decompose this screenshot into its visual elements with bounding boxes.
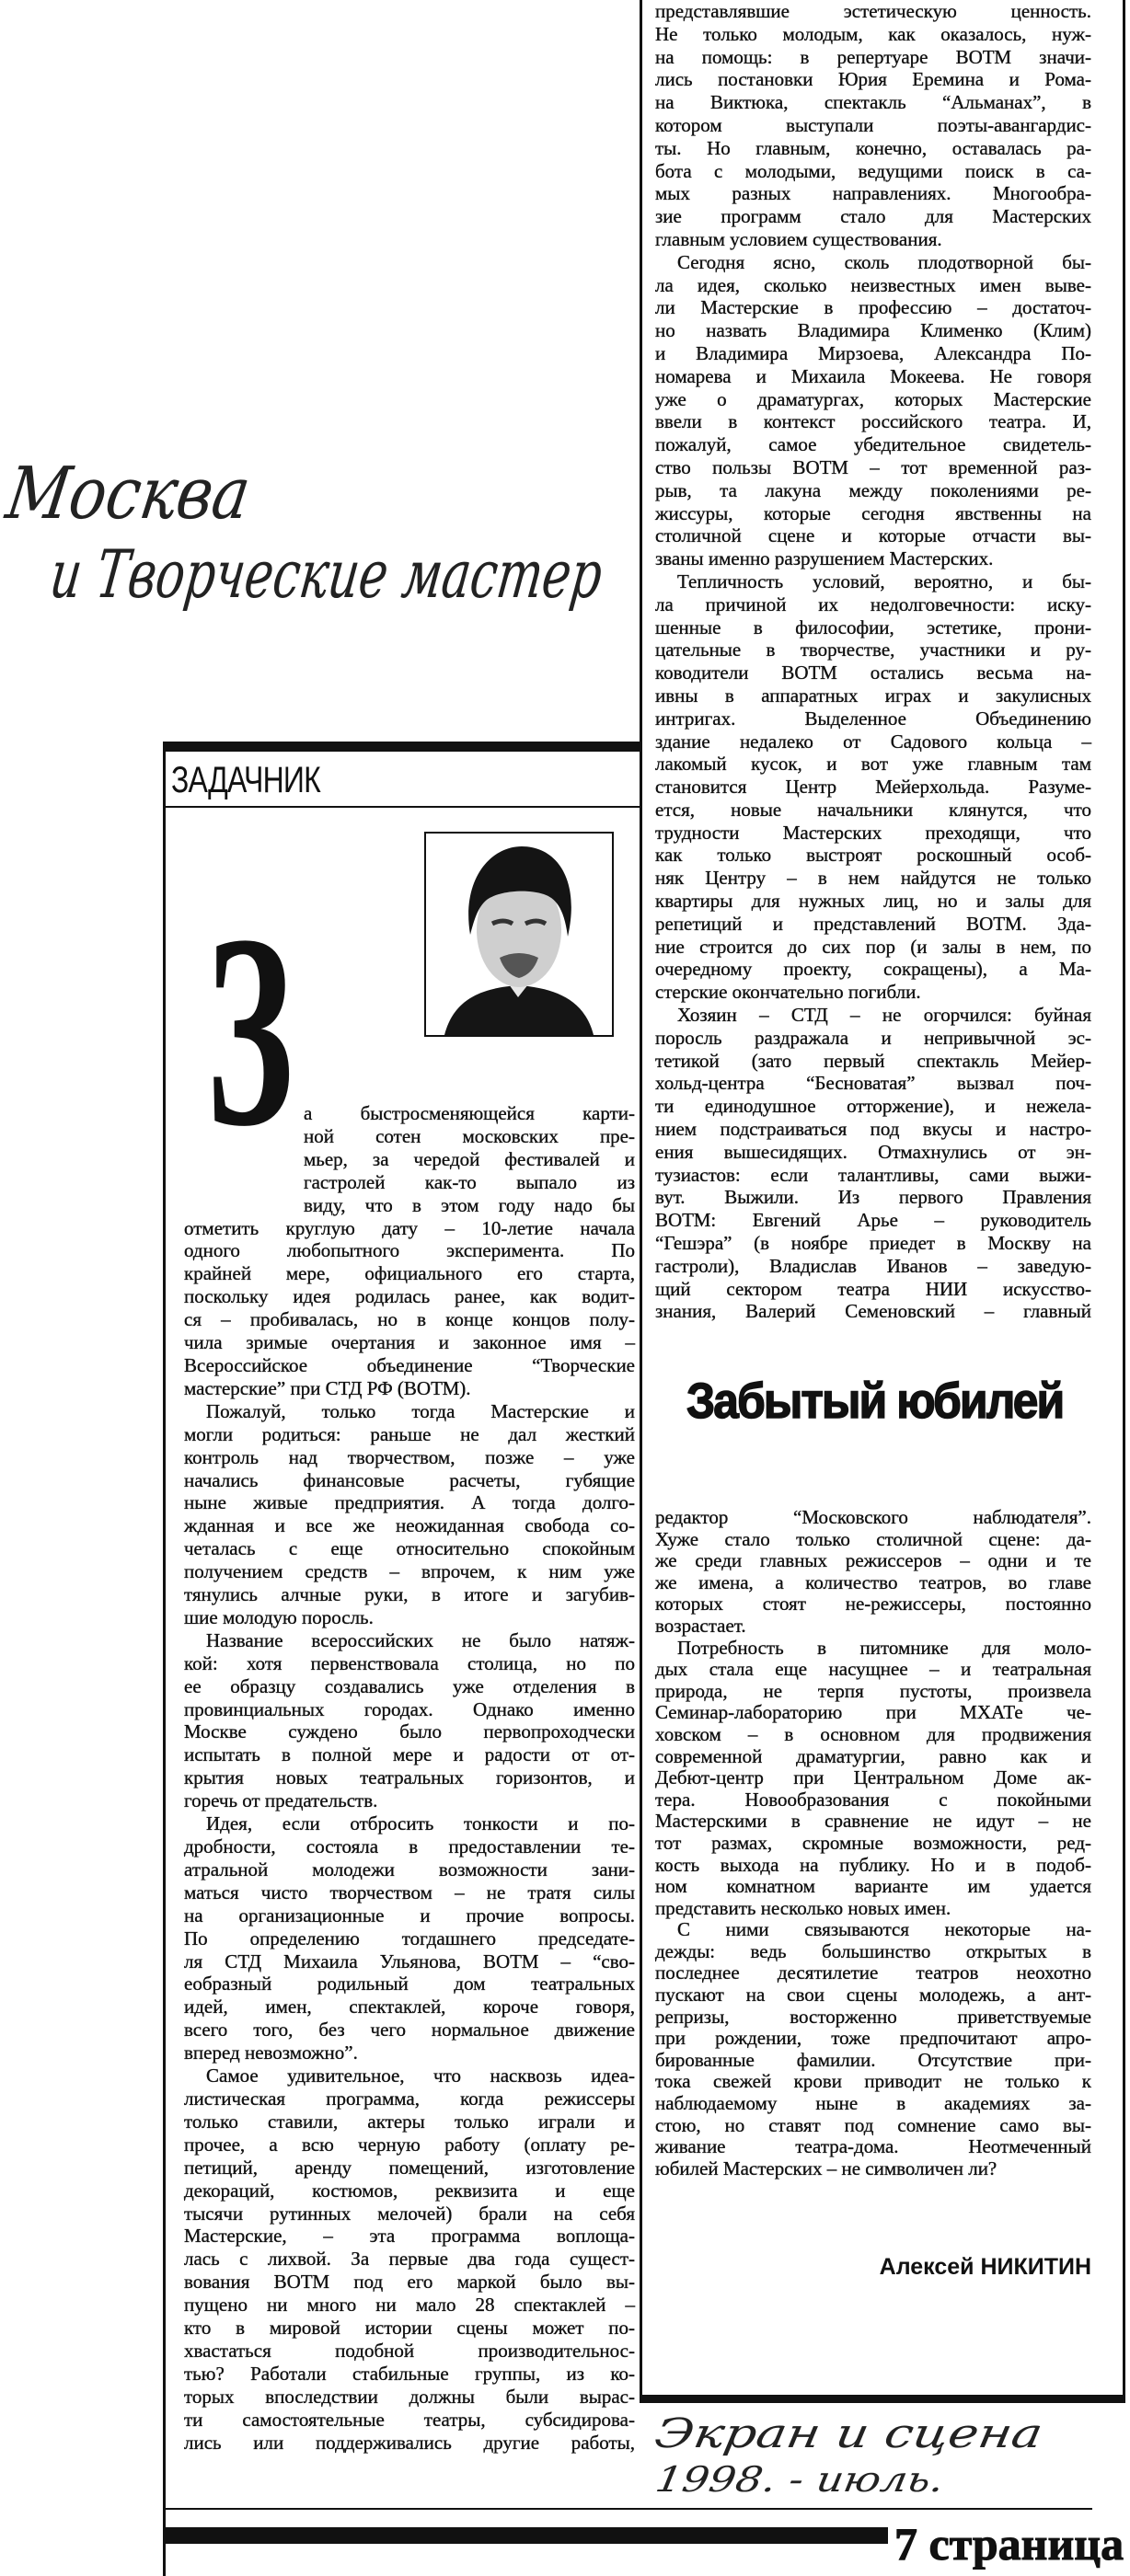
drop-cap: З	[206, 878, 294, 1183]
text-line: последнее десятилетие театров неохотно	[655, 1961, 1091, 1984]
text-line: котором выступали поэты-авангардис-	[655, 113, 1091, 136]
author-byline: Алексей НИКИТИН	[879, 2254, 1091, 2280]
text-line: хвастаться подобной производительнос-	[184, 2339, 635, 2362]
text-line: пущено ни много ни мало 28 спектаклей –	[184, 2294, 635, 2317]
text-line: дробности, состояла в предоставлении те-	[184, 1835, 635, 1857]
text-line: шенные в философии, эстетике, прони-	[655, 615, 1091, 638]
text-line: дежды: ведь большинство открытых в	[655, 1939, 1091, 1962]
text-line: при рождении, тоже предпочитают апро-	[655, 2027, 1091, 2050]
right-column-right-border	[1123, 0, 1125, 2403]
text-line: С ними связываются некоторые на-	[677, 1918, 1091, 1941]
text-line: всего того, без чего нормальное движение	[184, 2018, 635, 2041]
text-line: ной сотен московских пре-	[304, 1124, 635, 1147]
text-line: ние строится до сих пор (и залы в нем, по	[655, 935, 1091, 958]
text-line: лась с лихвой. За первые два года сущест-	[184, 2248, 635, 2271]
text-line: няк Центру – в нем найдутся не только	[655, 867, 1091, 890]
text-line: репетиций и представлений ВОТМ. Зда-	[655, 912, 1091, 935]
text-line: горечь от предательств.	[184, 1789, 378, 1812]
text-line: крытия новых театральных горизонтов, и	[184, 1766, 635, 1789]
text-line: знания, Валерий Семеновский – главный	[655, 1300, 1091, 1323]
text-line: “Гешэра” (в ноябре приедет в Москву на	[655, 1232, 1091, 1255]
text-line: пожалуй, самое убедительное свидетель-	[655, 433, 1091, 456]
text-line: ввели в контекст российского театра. И,	[655, 410, 1091, 433]
text-line: ном комнатном варианте им удается	[655, 1875, 1091, 1898]
text-line: Пожалуй, только тогда Мастерские и	[206, 1399, 635, 1422]
text-line: стою, но ставят под сомнение само вы-	[655, 2113, 1091, 2136]
text-line: поросль раздражала и непривычной эс-	[655, 1026, 1091, 1049]
text-line: Не только молодым, как оказалось, нуж-	[655, 22, 1091, 45]
text-line: шие молодую поросль.	[184, 1605, 374, 1628]
text-line: вования ВОТМ под его маркой было вы-	[184, 2271, 635, 2294]
text-line: крайней мере, официального его старта,	[184, 1262, 635, 1285]
text-line: представить несколько новых имен.	[655, 1896, 951, 1919]
text-line: уже о драматургах, которых Мастерские	[655, 387, 1091, 410]
text-line: Москве суждено было первопроходчески	[184, 1720, 635, 1743]
text-line: представлявшие эстетическую ценность.	[655, 0, 1091, 22]
text-line: Хуже стало только столичной сцене: да-	[655, 1527, 1091, 1550]
text-line: получением средств – впрочем, к ним уже	[184, 1560, 635, 1583]
text-line: прочее, а всю черную работу (оплату ре-	[184, 2133, 635, 2156]
text-line: живание театра-дома. Неотмеченный	[655, 2135, 1091, 2158]
text-line: репризы, восторженно приветствуемые	[655, 2005, 1091, 2028]
text-line: лись постановки Юрия Еремина и Рома-	[655, 68, 1091, 91]
text-line: здание недалеко от Садового кольца –	[655, 730, 1091, 753]
text-line: как только выстроят роскошный особ-	[655, 844, 1091, 867]
text-line: ховском – в основном для продвижения	[655, 1722, 1091, 1745]
text-line: ла идея, сколько неизвестных имен выве-	[655, 273, 1091, 296]
text-line: виду, что в этом году надо бы	[304, 1193, 635, 1216]
text-line: чила зримые очертания и законное имя –	[184, 1331, 635, 1354]
text-line: лакомый кусок, и вот уже главным там	[655, 753, 1091, 776]
footer-thick-bar	[163, 2527, 888, 2544]
text-line: провинциальных городах. Однако именно	[184, 1697, 635, 1720]
text-line: щий сектором театра НИИ искусство-	[655, 1277, 1091, 1300]
text-line: юбилей Мастерских – не символичен ли?	[655, 2156, 997, 2179]
text-line: а быстросменяющейся карти-	[304, 1102, 635, 1124]
text-line: же имена, а количество театров, во главе	[655, 1570, 1091, 1593]
text-line: рыв, та лакуна между поколениями ре-	[655, 478, 1091, 501]
text-line: маться чисто творчеством – не тратя силы	[184, 1880, 635, 1903]
text-line: кость выхода на публику. Но и в подоб-	[655, 1853, 1091, 1876]
text-line: тысячи рутинных мелочей) брали на себя	[184, 2202, 635, 2225]
left-article-column	[184, 1102, 635, 2454]
text-line: столичной сцене и которые отчасти вы-	[655, 524, 1091, 547]
text-line: ля СТД Михаила Ульянова, ВОТМ – “сво-	[184, 1949, 635, 1972]
text-line: четалась с еще относительно спокойным	[184, 1537, 635, 1560]
text-line: поскольку идея родилась ранее, как водит-	[184, 1285, 635, 1308]
text-line: кто в мировой истории сцены может по-	[184, 2317, 635, 2340]
text-line: лись или поддерживались другие работы,	[184, 2431, 635, 2454]
text-line: ныне живые предприятия. А тогда долго-	[184, 1491, 635, 1514]
text-line: вут. Выжили. Из первого Правления	[655, 1186, 1091, 1209]
text-line: ти самостоятельные театры, субсидирова-	[184, 2408, 635, 2431]
text-line: гастроли), Владислав Иванов – заведую-	[655, 1254, 1091, 1277]
text-line: Сегодня ясно, сколь плодотворной бы-	[677, 250, 1091, 273]
rubric-underline	[166, 806, 640, 808]
text-line: ее образцу создавались уже отделения в	[184, 1674, 635, 1697]
left-box-left-border	[163, 743, 166, 2576]
text-line: еобразный родильный дом театральных	[184, 1972, 635, 1995]
text-line: идей, имен, спектаклей, короче говоря,	[184, 1995, 635, 2018]
text-line: мьер, за чередой фестивалей и	[304, 1147, 635, 1170]
text-line: стерские окончательно погибли.	[655, 981, 921, 1004]
text-line: По определению тогдашнего председате-	[184, 1926, 635, 1949]
text-line: тузиастов: если талантливы, сами выжи-	[655, 1163, 1091, 1186]
text-line: Название всероссийских не было натяж-	[206, 1628, 635, 1651]
text-line: жданная и все же неожиданная свобода со-	[184, 1514, 635, 1537]
text-line: ководители ВОТМ остались весьма на-	[655, 661, 1091, 684]
right-article-column-top	[655, 0, 1091, 1323]
text-line: Мастерские, – эта программа воплоща-	[184, 2225, 635, 2248]
left-box-top-rule	[163, 742, 642, 752]
text-line: бота с молодыми, ведущими поиск в са-	[655, 159, 1091, 182]
right-column-left-border	[640, 0, 642, 2403]
text-line: тера. Новообразования с покойными	[655, 1788, 1091, 1811]
text-line: ство пользы ВОТМ – тот временной раз-	[655, 455, 1091, 478]
text-line: возрастает.	[655, 1614, 746, 1637]
text-line: пускают на свои сцены молодежь, а ант-	[655, 1984, 1091, 2007]
text-line: начались финансовые расчеты, губящие	[184, 1468, 635, 1491]
text-line: ения вышесидящих. Отмахнулись от эн-	[655, 1140, 1091, 1163]
text-line: Мастерскими в сравнение не идут – не	[655, 1810, 1091, 1833]
text-line: же среди главных режиссеров – одни и те	[655, 1549, 1091, 1572]
text-line: квартиры для нужных лиц, но и залы для	[655, 890, 1091, 913]
text-line: ли Мастерские в профессию – достаточ-	[655, 296, 1091, 319]
text-line: декораций, костюмов, реквизита и еще	[184, 2179, 635, 2202]
text-line: Дебют-центр при Центральном Доме ак-	[655, 1766, 1091, 1789]
text-line: контроль над творчеством, позже – уже	[184, 1445, 635, 1468]
text-line: хольд-центра “Бесноватая” вызвал поч-	[655, 1072, 1091, 1095]
text-line: зие программ стало для Мастерских	[655, 205, 1091, 228]
text-line: дых стала еще насущнее – и театральная	[655, 1658, 1091, 1681]
text-line: Самое удивительное, что насквозь идеа-	[206, 2064, 635, 2087]
text-line: наблюдаемому ныне в академиях за-	[655, 2092, 1091, 2115]
text-line: ла причиной их недолговечности: иску-	[655, 592, 1091, 615]
author-portrait-icon	[426, 834, 612, 1035]
page-number-label: 7 страница	[894, 2518, 1124, 2570]
text-line: Хозяин – СТД – не огорчился: буйная	[677, 1004, 1091, 1027]
section-rubric: ЗАДАЧНИК	[171, 760, 320, 800]
footer-thin-rule	[163, 2508, 1092, 2510]
text-line: главным условием существования.	[655, 227, 942, 250]
text-line: на организационные и прочие вопросы.	[184, 1903, 635, 1926]
text-line: могли родиться: раньше не дал жесткий	[184, 1422, 635, 1445]
text-line: тянулись алчные руки, в итоге и загубив-	[184, 1583, 635, 1606]
text-line: атральной молодежи возможности зани-	[184, 1857, 635, 1880]
text-line: мых разных направлениях. Многообра-	[655, 182, 1091, 205]
text-line: испытать в полной мере и радости от от-	[184, 1743, 635, 1766]
text-line: одного любопытного эксперимента. По	[184, 1239, 635, 1262]
text-line: трудности Мастерских преходящи, что	[655, 821, 1091, 844]
text-line: ется, новые начальники клянутся, что	[655, 798, 1091, 821]
text-line: гастролей как-то выпало из	[304, 1170, 635, 1193]
text-line: только ставили, актеры только играли и	[184, 2110, 635, 2133]
text-line: на помощь: в репертуаре ВОТМ значи-	[655, 45, 1091, 68]
text-line: бированные фамилии. Отсутствие при-	[655, 2048, 1091, 2071]
handwritten-source-line: Экран и сцена	[651, 2410, 1046, 2457]
text-line: мастерские” при СТД РФ (ВОТМ).	[184, 1376, 471, 1399]
text-line: ВОТМ: Евгений Арье – руководитель	[655, 1209, 1091, 1232]
text-line: тот размах, скромные возможности, ред-	[655, 1831, 1091, 1854]
handwritten-source-line: 1998. - июль.	[652, 2459, 948, 2500]
text-line: и Владимира Мирзоева, Александра По-	[655, 341, 1091, 364]
text-line: листическая программа, когда режиссеры	[184, 2087, 635, 2110]
text-line: но назвать Владимира Клименко (Клим)	[655, 319, 1091, 342]
text-line: на Виктюка, спектакль “Альманах”, в	[655, 91, 1091, 114]
right-box-bottom-rule	[640, 2395, 1125, 2403]
handwritten-note-line: и Творческие мастер	[46, 535, 607, 613]
text-line: званы именно разрушением Мастерских.	[655, 547, 994, 570]
text-line: Идея, если отбросить тонкости и по-	[206, 1812, 635, 1835]
text-line: Всероссийское объединение “Творческие	[184, 1353, 635, 1376]
text-line: ся – пробивалась, но в конце концов полу-	[184, 1308, 635, 1331]
text-line: очередному проекту, сокращены), а Ма-	[655, 958, 1091, 981]
text-line: тетикой (зато первый спектакль Мейер-	[655, 1049, 1091, 1072]
text-line: вперед невозможно”.	[184, 2041, 358, 2064]
text-line: редактор “Московского наблюдателя”.	[655, 1506, 1091, 1528]
article-headline: Забытый юбилей	[686, 1374, 1064, 1429]
text-line: нием подстраиваться под вкусы и настро-	[655, 1118, 1091, 1141]
text-line: Потребность в питомнике для моло-	[677, 1636, 1091, 1659]
text-line: тока свежей крови приводит не только к	[655, 2070, 1091, 2093]
text-line: Семинар-лабораторию при МХАТе че-	[655, 1701, 1091, 1724]
text-line: петиций, аренду помещений, изготовление	[184, 2156, 635, 2179]
text-line: отметить круглую дату – 10-летие начала	[184, 1216, 635, 1239]
text-line: интригах. Выделенное Объединению	[655, 707, 1091, 730]
text-line: жиссуры, которые сегодня явственны на	[655, 501, 1091, 524]
text-line: цательные в творчестве, участники и ру-	[655, 638, 1091, 661]
text-line: становится Центр Мейерхольда. Разуме-	[655, 776, 1091, 799]
text-line: которых стоят не-режиссеры, постоянно	[655, 1593, 1091, 1616]
text-line: современной драматургии, равно как и	[655, 1744, 1091, 1767]
text-line: природа, не терпя пустоты, произвела	[655, 1679, 1091, 1702]
text-line: ивны в аппаратных играх и закулисных	[655, 684, 1091, 707]
text-line: кой: хотя первенствовала столица, но по	[184, 1651, 635, 1674]
text-line: тью? Работали стабильные группы, из ко-	[184, 2362, 635, 2385]
right-article-column-bottom	[655, 1507, 1091, 2179]
text-line: ты. Но главным, конечно, оставалась ра-	[655, 136, 1091, 159]
text-line: Тепличность условий, вероятно, и бы-	[677, 569, 1091, 592]
author-photo	[424, 832, 614, 1037]
text-line: номарева и Михаила Мокеева. Не говоря	[655, 364, 1091, 387]
text-line: ти единодушное отторжение), и нежела-	[655, 1095, 1091, 1118]
text-line: торых впоследствии должны были вырас-	[184, 2385, 635, 2408]
handwritten-note-line: Москва	[1, 453, 256, 535]
